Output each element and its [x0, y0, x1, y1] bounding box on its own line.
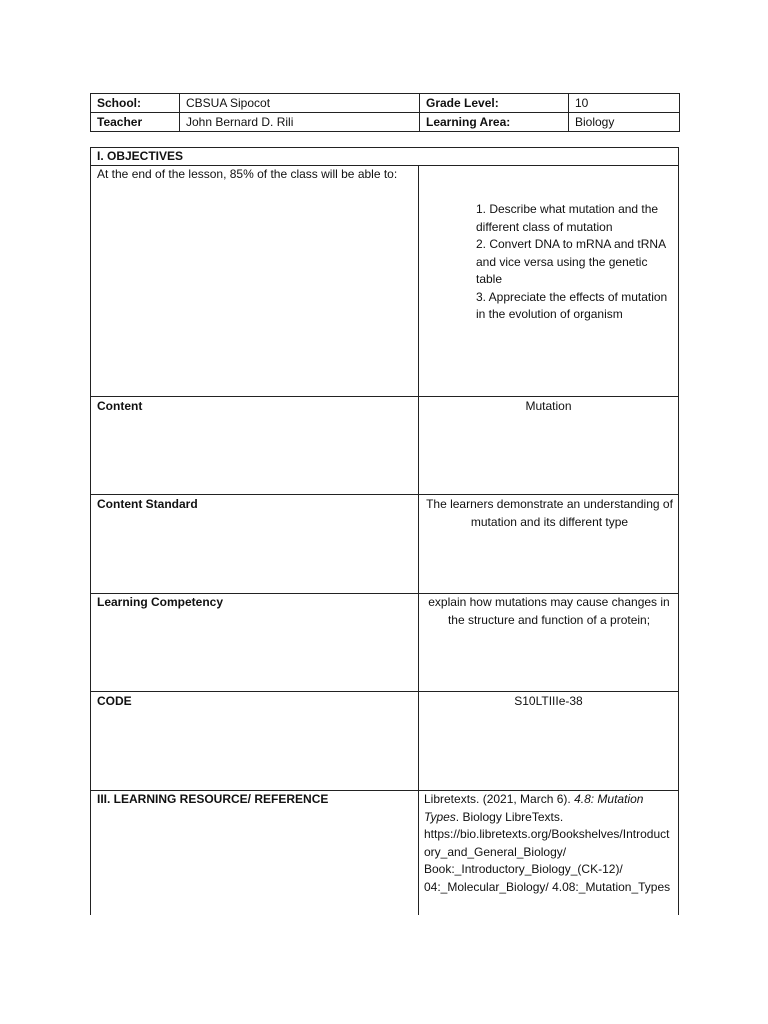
learning-competency-label: Learning Competency — [97, 595, 224, 609]
objective-item-1: 1. Describe what mutation and the different class of mutation — [476, 202, 659, 234]
content-standard-value: The learners demonstrate an understanding of mutation and its different type — [426, 497, 673, 529]
learning-area-label: Learning Area: — [420, 113, 569, 132]
teacher-value: John Bernard D. Rili — [180, 113, 420, 132]
code-label: CODE — [97, 694, 132, 708]
grid-line-left — [90, 147, 91, 915]
reference-title: 4.8: Mutation Types — [424, 792, 644, 824]
reference-author: Libretexts. (2021, March 6). — [424, 792, 575, 806]
reference-url[interactable]: https://bio.libretexts.org/Bookshelves/Introductory_and_General_Biology/ Book:_Introductory_Biology_(CK-12)/ 04:_Molecular_Biology/ 4.08:_Mutation_Types — [424, 827, 671, 894]
learning-resource-reference — [424, 791, 674, 896]
content-standard-label: Content Standard — [97, 497, 198, 511]
header-info-table — [90, 93, 680, 132]
objectives-heading: I. OBJECTIVES — [97, 149, 184, 163]
school-label: School: — [91, 94, 180, 113]
reference-publisher: . Biology LibreTexts. — [455, 809, 564, 824]
objectives-list — [476, 201, 676, 324]
objectives-intro: At the end of the lesson, 85% of the class will be able to: — [97, 167, 398, 181]
grid-line-competency-end — [90, 691, 679, 692]
grid-line-middle — [418, 165, 419, 915]
objective-item-3: 3. Appreciate the effects of mutation in the evolution of organism — [476, 289, 668, 321]
learning-area-value: Biology — [569, 113, 680, 132]
header-row-teacher — [91, 113, 680, 132]
learning-resource-label: III. LEARNING RESOURCE/ REFERENCE — [97, 792, 329, 806]
teacher-label: Teacher — [91, 113, 180, 132]
code-value: S10LTIIIe-38 — [514, 694, 583, 708]
grid-line-content-end — [90, 494, 679, 495]
grid-line-objectives-end — [90, 396, 679, 397]
grade-level-value: 10 — [569, 94, 680, 113]
content-value: Mutation — [525, 399, 572, 413]
header-row-school — [91, 94, 680, 113]
grid-line-right — [678, 147, 679, 915]
objective-item-2: 2. Convert DNA to mRNA and tRNA and vice versa using the genetic table — [476, 237, 666, 286]
learning-competency-value: explain how mutations may cause changes in the structure and function of a protein; — [428, 595, 670, 627]
school-value: CBSUA Sipocot — [180, 94, 420, 113]
content-label: Content — [97, 399, 143, 413]
grade-level-label: Grade Level: — [420, 94, 569, 113]
